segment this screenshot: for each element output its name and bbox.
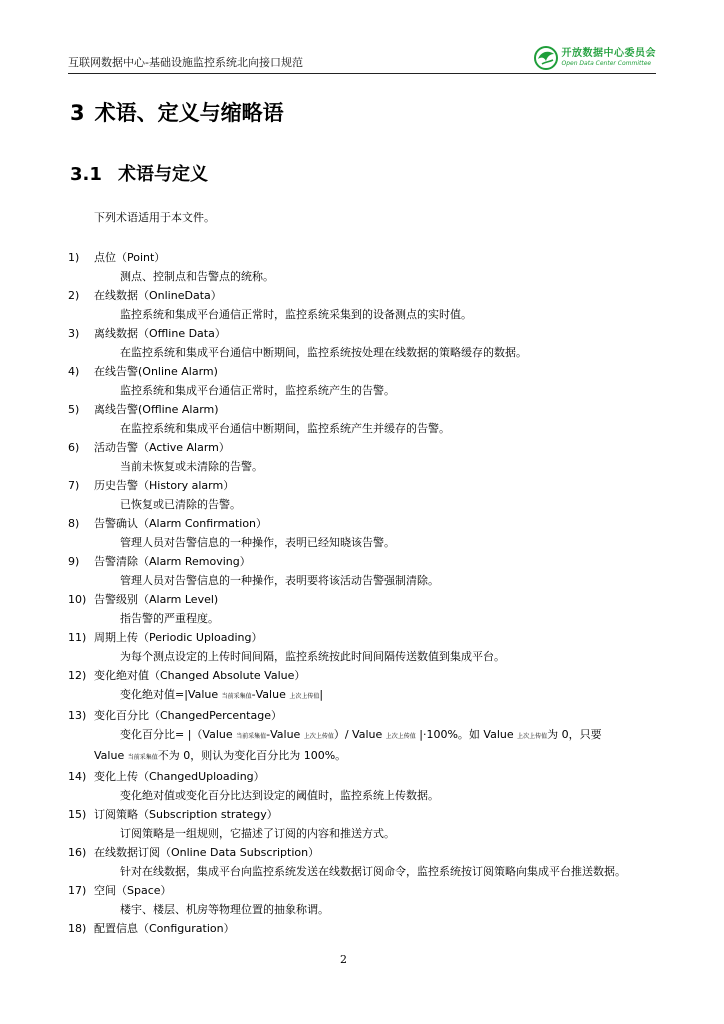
formula-subscript: 当前采集值 [236, 733, 267, 740]
section-title: 术语与定义 [118, 164, 208, 185]
term-number: 18) [68, 922, 87, 935]
formula-subscript: 当前采集值 [221, 693, 252, 700]
term-item [68, 919, 658, 938]
term-label: 历史告警（History alarm） [94, 479, 235, 492]
formula-subscript: 当前采集值 [127, 754, 158, 761]
term-label: 在线告警(Online Alarm) [94, 365, 218, 378]
header-title: 互联网数据中心-基础设施监控系统北向接口规范 [68, 56, 303, 69]
term-label: 周期上传（Periodic Uploading） [94, 631, 263, 644]
term-label: 离线数据（Offline Data） [94, 327, 226, 340]
term-definition: 管理人员对告警信息的一种操作，表明已经知晓该告警。 [120, 536, 395, 549]
term-definition: 针对在线数据，集成平台向监控系统发送在线数据订阅命令，监控系统按订阅策略向集成平台推送数据。 [120, 865, 626, 878]
term-label: 变化百分比（ChangedPercentage） [94, 709, 282, 722]
term-definition: 监控系统和集成平台通信正常时，监控系统产生的告警。 [120, 384, 395, 397]
term-item [68, 514, 658, 533]
term-number: 17) [68, 884, 87, 897]
term-number: 7) [68, 479, 80, 492]
formula-text: Value [94, 749, 128, 762]
term-label: 空间（Space） [94, 884, 172, 897]
term-item [68, 476, 658, 495]
term-label: 变化绝对值（Changed Absolute Value） [94, 669, 306, 682]
formula-text: 不为 0，则认为变化百分比为 100%。 [157, 749, 347, 762]
term-label: 活动告警（Active Alarm） [94, 441, 230, 454]
term-item [68, 843, 658, 862]
term-item [68, 767, 658, 786]
term-number: 3) [68, 327, 80, 340]
term-definition: 在监控系统和集成平台通信中断期间，监控系统按处理在线数据的策略缓存的数据。 [120, 346, 527, 359]
page-header [68, 44, 656, 72]
term-label: 点位（Point） [94, 251, 166, 264]
term-item [68, 666, 658, 685]
term-item [68, 590, 658, 609]
term-definition: 测点、控制点和告警点的统称。 [120, 270, 274, 283]
term-label: 告警清除（Alarm Removing） [94, 555, 251, 568]
term-definition: 监控系统和集成平台通信正常时，监控系统采集到的设备测点的实时值。 [120, 308, 472, 321]
term-label: 告警确认（Alarm Confirmation） [94, 517, 268, 530]
chapter-title: 术语、定义与缩略语 [94, 101, 284, 125]
intro-paragraph: 下列术语适用于本文件。 [94, 211, 215, 224]
odcc-logo [533, 44, 657, 72]
term-definition: 变化绝对值或变化百分比达到设定的阈值时，监控系统上传数据。 [120, 789, 439, 802]
section-number: 3.1 [70, 164, 102, 185]
term-item [68, 438, 658, 457]
formula-text: -Value [251, 688, 290, 701]
formula-subscript: 上次上传值 [385, 733, 416, 740]
term-item [68, 400, 658, 419]
term-item [68, 881, 658, 900]
term-number: 16) [68, 846, 87, 859]
term-item [68, 805, 658, 824]
term-label: 在线数据（OnlineData） [94, 289, 222, 302]
formula-text: -Value [266, 728, 304, 741]
term-number: 4) [68, 365, 80, 378]
term-label: 配置信息（Configuration） [94, 922, 235, 935]
term-number: 5) [68, 403, 80, 416]
term-definition: 为每个测点设定的上传时间间隔，监控系统按此时间间隔传送数值到集成平台。 [120, 650, 505, 663]
formula-text: 变化绝对值=|Value [120, 688, 222, 701]
term-label: 离线告警(Offline Alarm) [94, 403, 219, 416]
term-number: 6) [68, 441, 80, 454]
page-number: 2 [340, 953, 347, 966]
chapter-heading [70, 97, 284, 127]
formula-text: 变化百分比= |（Value [120, 728, 237, 741]
term-label: 告警级别（Alarm Level) [94, 593, 219, 606]
formula-text: |·100%。如 Value [415, 728, 518, 741]
formula-text: 为 0，只要 [547, 728, 602, 741]
section-heading [70, 160, 208, 186]
term-definition: 订阅策略是一组规则，它描述了订阅的内容和推送方式。 [120, 827, 395, 840]
formula-continuation [94, 746, 658, 767]
term-item [68, 362, 658, 381]
term-item [68, 248, 658, 267]
terms-list [68, 248, 658, 938]
term-definition: 在监控系统和集成平台通信中断期间，监控系统产生并缓存的告警。 [120, 422, 450, 435]
term-item [68, 324, 658, 343]
term-definition: 管理人员对告警信息的一种操作，表明要将该活动告警强制清除。 [120, 574, 439, 587]
header-divider [68, 73, 656, 74]
term-label: 订阅策略（Subscription strategy） [94, 808, 278, 821]
term-number: 15) [68, 808, 87, 821]
term-item [68, 628, 658, 647]
term-number: 12) [68, 669, 87, 682]
term-label: 在线数据订阅（Online Data Subscription） [94, 846, 320, 859]
formula-subscript: 上次上传值 [303, 733, 334, 740]
term-number: 11) [68, 631, 87, 644]
term-number: 9) [68, 555, 80, 568]
logo-en-text: Open Data Center Committee [561, 60, 652, 67]
formula-subscript: 上次上传值 [517, 733, 548, 740]
term-item [68, 286, 658, 305]
term-definition: 当前未恢复或未清除的告警。 [120, 460, 263, 473]
odcc-globe-icon [533, 45, 559, 71]
term-number: 14) [68, 770, 87, 783]
formula-text: | [319, 688, 324, 701]
term-item [68, 552, 658, 571]
term-formula [68, 685, 658, 706]
term-definition: 楼宇、楼层、机房等物理位置的抽象称谓。 [120, 903, 329, 916]
term-number: 10) [68, 593, 87, 606]
formula-subscript: 上次上传值 [289, 693, 320, 700]
term-number: 8) [68, 517, 80, 530]
term-label: 变化上传（ChangedUploading） [94, 770, 265, 783]
term-number: 2) [68, 289, 80, 302]
term-definition: 已恢复或已清除的告警。 [120, 498, 241, 511]
term-number: 13) [68, 709, 87, 722]
term-item [68, 706, 658, 725]
formula-text: ）/ Value [333, 728, 386, 741]
logo-cn-text: 开放数据中心委员会 [561, 48, 656, 59]
term-definition: 指告警的严重程度。 [120, 612, 219, 625]
chapter-number: 3 [70, 101, 85, 125]
term-number: 1) [68, 251, 80, 264]
term-formula [68, 725, 658, 767]
